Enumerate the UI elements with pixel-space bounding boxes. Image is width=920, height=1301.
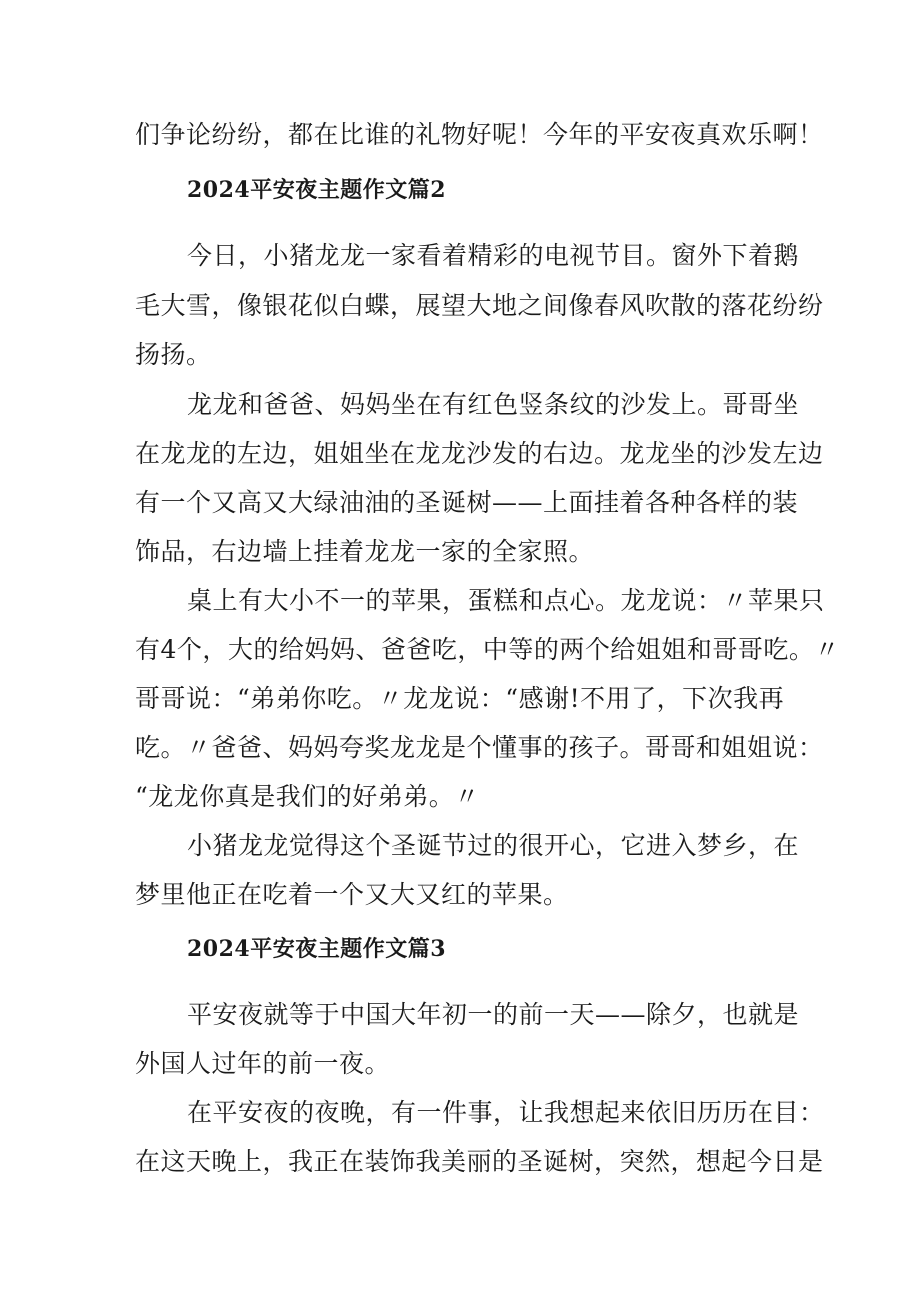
paragraph-line: 毛大雪，像银花似白蝶，展望大地之间像春风吹散的落花纷纷: [135, 291, 824, 320]
paragraph-line: 桌上有大小不一的苹果，蛋糕和点心。龙龙说：〃苹果只: [187, 586, 825, 615]
paragraph-line: 饰品，右边墙上挂着龙龙一家的全家照。: [135, 537, 595, 566]
paragraph-line: 梦里他正在吃着一个又大又红的苹果。: [135, 880, 569, 909]
paragraph-line: 扬扬。: [135, 340, 212, 369]
paragraph-line: 哥哥说：“弟弟你吃。〃龙龙说：“感谢!不用了，下次我再: [135, 684, 785, 713]
paragraph-line: 外国人过年的前一夜。: [135, 1049, 391, 1078]
paragraph-line: 们争论纷纷，都在比谁的礼物好呢！今年的平安夜真欢乐啊！: [135, 120, 824, 149]
paragraph-line: 今日，小猪龙龙一家看着精彩的电视节目。窗外下着鹅: [187, 241, 800, 270]
paragraph-line: 吃。〃爸爸、妈妈夸奖龙龙是个懂事的孩子。哥哥和姐姐说：: [135, 733, 824, 762]
paragraph-line: 有4个，大的给妈妈、爸爸吃，中等的两个给姐姐和哥哥吃。〃: [135, 635, 840, 664]
paragraph-line: 在龙龙的左边，姐姐坐在龙龙沙发的右边。龙龙坐的沙发左边: [135, 439, 824, 468]
paragraph-line: 在平安夜的夜晚，有一件事，让我想起来依旧历历在目：: [187, 1098, 825, 1127]
paragraph-line: 在这天晚上，我正在装饰我美丽的圣诞树，突然，想起今日是: [135, 1147, 824, 1176]
paragraph-line: 平安夜就等于中国大年初一的前一天——除夕，也就是: [187, 1000, 800, 1029]
section-heading: 2024平安夜主题作文篇2: [187, 177, 447, 203]
paragraph-line: 龙龙和爸爸、妈妈坐在有红色竖条纹的沙发上。哥哥坐: [187, 390, 800, 419]
paragraph-line: “龙龙你真是我们的好弟弟。〃: [135, 782, 480, 811]
paragraph-line: 小猪龙龙觉得这个圣诞节过的很开心，它进入梦乡，在: [187, 831, 800, 860]
paragraph-line: 有一个又高又大绿油油的圣诞树——上面挂着各种各样的装: [135, 488, 799, 517]
section-heading: 2024平安夜主题作文篇3: [187, 936, 447, 962]
